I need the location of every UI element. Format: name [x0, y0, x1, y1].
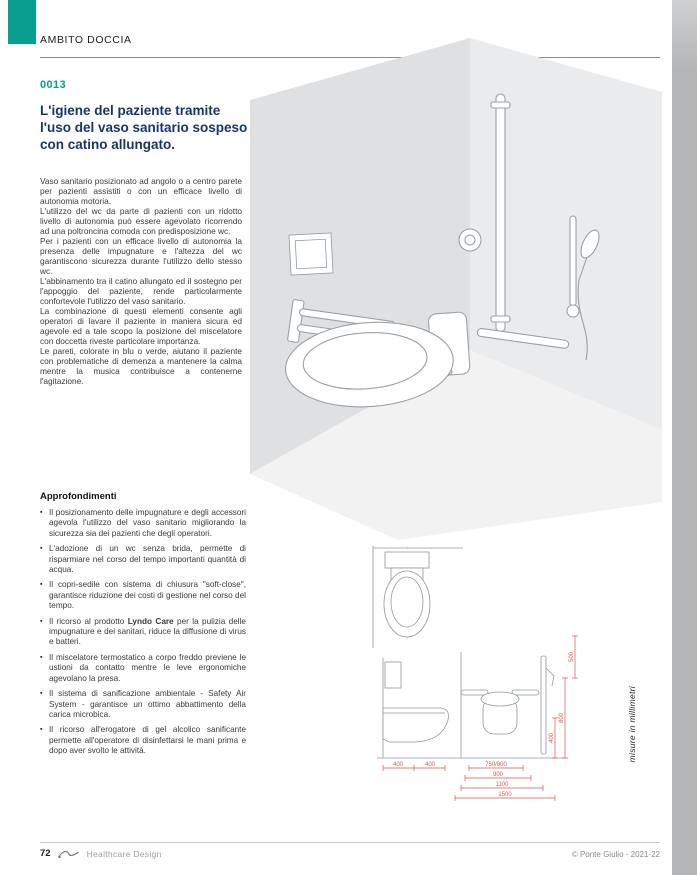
footer-brand: Healthcare Design	[86, 848, 162, 859]
dimension-label: 400	[424, 762, 436, 768]
section-label: AMBITO DOCCIA	[40, 34, 132, 46]
dimension-label: 500	[569, 651, 575, 663]
body-text	[40, 176, 242, 386]
bullet-item: ▪ Il ricorso all'erogatore di gel alcolico sanificante permette all'operatore di disinfettarsi le mani prima e dopo aver svolto le attività.	[40, 725, 246, 756]
side-elevation-drawing	[377, 658, 455, 758]
body-paragraph: L'abbinamento tra il catino allungato ed il sostegno per l'appoggio del paziente, rende particolarmente confortevole l'utilizzo del vaso sanitario.	[40, 276, 242, 306]
dimension-label: 1500	[498, 792, 512, 798]
bullet-item: ▪ L'adozione di un wc senza brida, permette di risparmiare nel corso del tempo importanti quantità di acqua.	[40, 544, 246, 575]
body-paragraph: Vaso sanitario posizionato ad angolo o a centro parete per pazienti assistiti o con un efficace livello di autonomia motoria.	[40, 176, 242, 206]
dimension-label: 750/800	[485, 762, 507, 768]
technical-drawings	[255, 540, 635, 818]
wall-panel	[289, 233, 333, 275]
brand-color-square	[8, 0, 36, 44]
footer-copyright: © Ponte Giulio - 2021-22	[571, 850, 660, 859]
footer-left	[40, 848, 162, 859]
side-bottom-dimensions	[383, 762, 445, 771]
dimension-label: 400	[392, 762, 404, 768]
pen-icon	[58, 849, 80, 859]
dimension-label: 1100	[495, 782, 509, 788]
bullet-item: ▪ Il ricorso al prodotto Lyndo Care per la pulizia delle impugnature e dei sanitari, riduce la diffusione di virus e batteri.	[40, 617, 246, 648]
approfondimenti-section	[40, 491, 246, 762]
soap-dish	[459, 229, 481, 251]
dimension-label: 800	[559, 712, 565, 724]
article-code: 0013	[40, 79, 67, 91]
dimension-label: 900	[492, 772, 504, 778]
bullet-item: ▪ Il sistema di sanificazione ambientale - Safety Air System - garantisce un ottimo abbattimento della carica microbica.	[40, 689, 246, 720]
approfondimenti-heading: Approfondimenti	[40, 491, 117, 502]
bullet-item: ▪ Il copri-sedile con sistema di chiusura "soft-close", garantisce riduzione dei costi di gestione nel corso del tempo.	[40, 580, 246, 611]
approfondimenti-list	[40, 508, 246, 757]
room-walls	[250, 38, 662, 540]
bullet-item: ▪ Il posizionamento delle impugnature e degli accessori agevola l'utilizzo del vaso sanitario migliorando la sicurezza sia dei pazienti che degli operatori.	[40, 508, 246, 539]
body-paragraph: Per i pazienti con un efficace livello di autonomia la presenza delle impugnature e l'altezza del wc garantiscono sicurezza durante l'utilizzo dello stesso wc.	[40, 236, 242, 276]
page-title: L'igiene del paziente tramite l'uso del vaso sanitario sospeso con catino allungato.	[40, 103, 248, 152]
front-vertical-dimensions	[549, 636, 578, 758]
body-paragraph: L'utilizzo del wc da parte di pazienti con un ridotto livello di autonomia può essere agevolato ricorrendo ad una poltroncina comoda con predisposizione wc.	[40, 206, 242, 236]
bullet-item: ▪ Il miscelatore termostatico a corpo freddo previene le ustioni da contatto mentre le leve ergonomiche agevolano la presa.	[40, 653, 246, 684]
page-edge-strip	[672, 0, 697, 875]
plan-view-drawing	[373, 546, 463, 648]
units-note: misure in millimetri	[627, 686, 637, 763]
room-illustration	[238, 28, 666, 543]
body-paragraph: Le pareti, colorate in blu o verde, aiutano il paziente con problematiche di demenza a mantenere la calma mentre la musica contribuisce a contenerne l'agitazione.	[40, 346, 242, 386]
page-number: 72	[40, 848, 51, 859]
dimension-label: 400	[549, 732, 555, 744]
body-paragraph: La combinazione di questi elementi consente agli operatori di lavare il paziente in maniera sicura ed agevole ed a tale scopo la posizione del miscelatore con doccetta riveste particolare importanza.	[40, 306, 242, 346]
footer-divider	[40, 842, 660, 843]
front-bottom-dimensions	[455, 762, 555, 801]
